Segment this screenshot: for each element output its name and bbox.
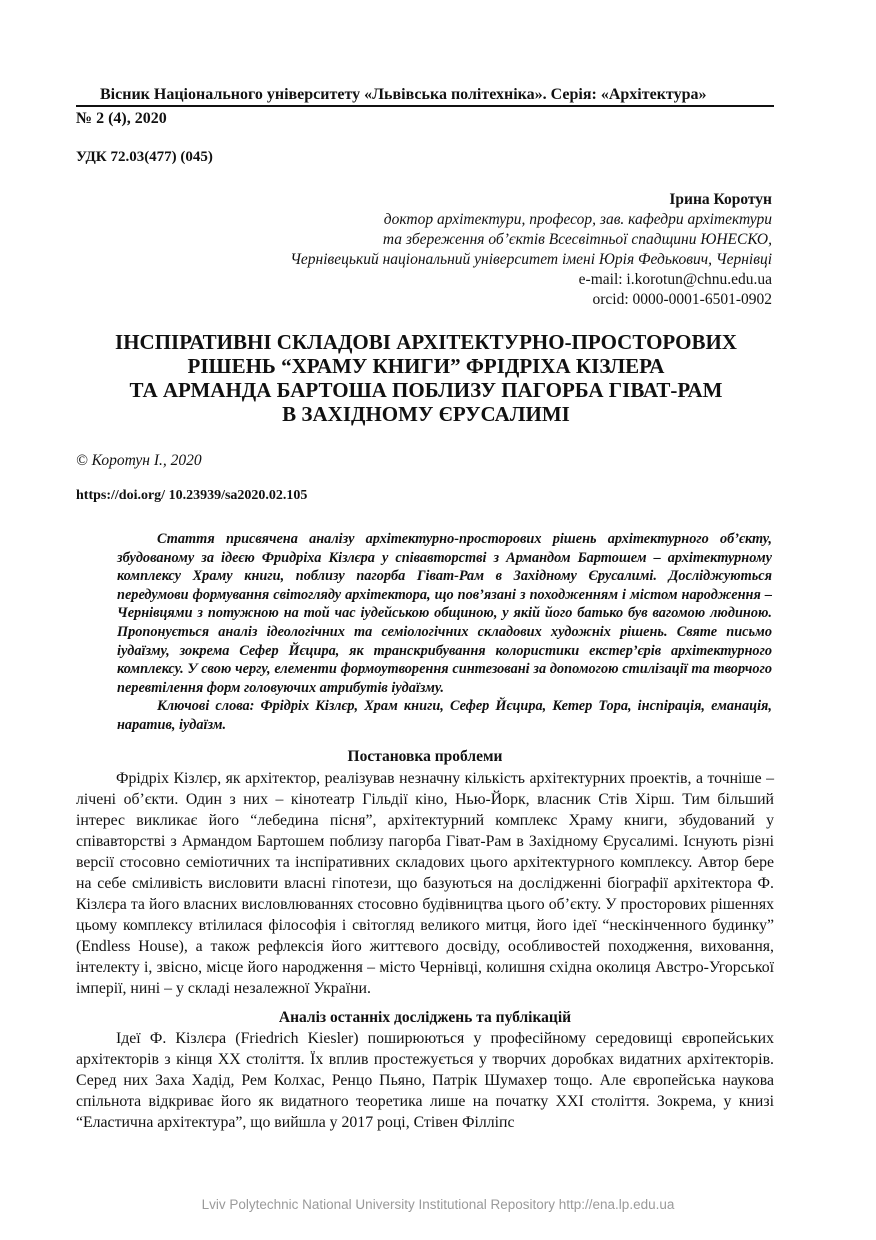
- udk-code: УДК 72.03(477) (045): [76, 149, 213, 165]
- paragraph: Ідеї Ф. Кізлєра (Friedrich Kiesler) поширюються у професійному середовищі європейських архітекторів з кінця XX століття. Їх вплив простежується у творчих доробках видатних архітекторів. Серед них Заха Хадід, Рем Колхас, Ренцо Пьяно, Патрік Шумахер тощо. Але європейська наукова спільнота відкриває його як видатного теоретика лише на початку XXI століття. Зокрема, у книзі “Еластична архітектура”, що вийшла у 2017 році, Стівен Філліпс: [76, 1030, 774, 1131]
- section-body: [76, 1028, 774, 1133]
- section-heading: Аналіз останніх досліджень та публікацій: [278, 1009, 572, 1026]
- journal-title: Вісник Національного університету «Львівська політехніка». Серія: «Архітектура»: [100, 86, 707, 103]
- title-line: В ЗАХІДНОМУ ЄРУСАЛИМІ: [282, 402, 570, 426]
- paragraph: Фрідріх Кізлєр, як архітектор, реалізував незначну кількість архітектурних проектів, а точніше – лічені об’єкти. Один з них – кінотеатр Гільдії кіно, Нью-Йорк, власник Стів Хірш. Тим більший інтерес викликає його “лебедина пісня”, архітектурний комплекс Храму книги, збудований у співавторстві з Армандом Бартошем поблизу пагорба Гіват-Рам в Західному Єрусалимі. Існують різні версії стосовно семіотичних та інспіративних складових цього архітектурного комплексу. Автор бере на себе сміливість висловити власні гіпотези, що базуються на дослідженні біографії архітектора Ф. Кізлєра та його власних висловлюваннях стосовно будівництва цього об’єкту. У просторових рішеннях цьому комплексу втілилася філософія і світогляд великого митця, його ідеї “нескінченного будинку” (Endless House), а також рефлексія його життєвого досвіду, особливостей походження, виховання, інтелекту і, звісно, місце його народження – місто Чернівці, колишня східна околиця Австро-Угорської імперії, нині – у складі незалежної України.: [76, 770, 774, 997]
- author-block: [290, 190, 772, 310]
- section-heading: Постановка проблеми: [347, 748, 503, 765]
- title-line: ІНСПІРАТИВНІ СКЛАДОВІ АРХІТЕКТУРНО-ПРОСТОРОВИХ: [115, 330, 737, 354]
- article-title: [76, 330, 776, 426]
- issue-number: № 2 (4), 2020: [76, 110, 167, 127]
- abstract: [117, 530, 772, 735]
- title-line: РІШЕНЬ “ХРАМУ КНИГИ” ФРІДРІХА КІЗЛЕРА: [187, 354, 665, 378]
- doi-link[interactable]: https://doi.org/ 10.23939/sa2020.02.105: [76, 488, 308, 503]
- header-rule: [76, 105, 774, 107]
- keywords: Ключові слова: Фрідріх Кізлєр, Храм книги, Сефер Йєцира, Кетер Тора, інспірація, еманація, наратив, іудаїзм.: [117, 698, 772, 733]
- abstract-text: Стаття присвячена аналізу архітектурно-просторових рішень архітектурного об’єкту, збудованому за ідеєю Фридріха Кізлєра у співавторстві з Армандом Бартошем – архітектурному комплексу Храму книги, поблизу пагорба Гіват-Рам в Західному Єрусалимі. Досліджуються передумови формування світогляду архітектора, що пов’язані з походженням і містом народження – Чернівцями з потужною на той час іудейською общиною, у якій його батько був вагомою людиною. Пропонується аналіз ідеологічних та семіологічних складових художніх рішень. Святе письмо іудаїзму, зокрема Сефер Йєцира, як транскрибування колористики екстер’єрів архітектурного комплексу. У свою чергу, елементи формоутворення синтезовані за допомогою стилізації та творчого перевтілення форм головуючих атрибутів іудаїзму.: [117, 531, 772, 696]
- title-line: ТА АРМАНДА БАРТОША ПОБЛИЗУ ПАГОРБА ГІВАТ-РАМ: [129, 378, 723, 402]
- author-affiliation-line: доктор архітектури, професор, зав. кафедри архітектури: [383, 211, 772, 228]
- section-body: [76, 768, 774, 999]
- copyright: © Коротун І., 2020: [76, 452, 202, 469]
- author-affiliation-line: Чернівецький національний університет імені Юрія Федькович, Чернівці: [290, 251, 772, 268]
- author-email: e-mail: i.korotun@chnu.edu.ua: [578, 271, 772, 288]
- author-name: Ірина Коротун: [669, 191, 772, 208]
- author-affiliation-line: та збереження об’єктів Всесвітньої спадщини ЮНЕСКО,: [382, 231, 772, 248]
- author-orcid: orcid: 0000-0001-6501-0902: [592, 291, 772, 308]
- repository-footer: Lviv Polytechnic National University Institutional Repository http://ena.lp.edu.ua: [201, 1197, 675, 1212]
